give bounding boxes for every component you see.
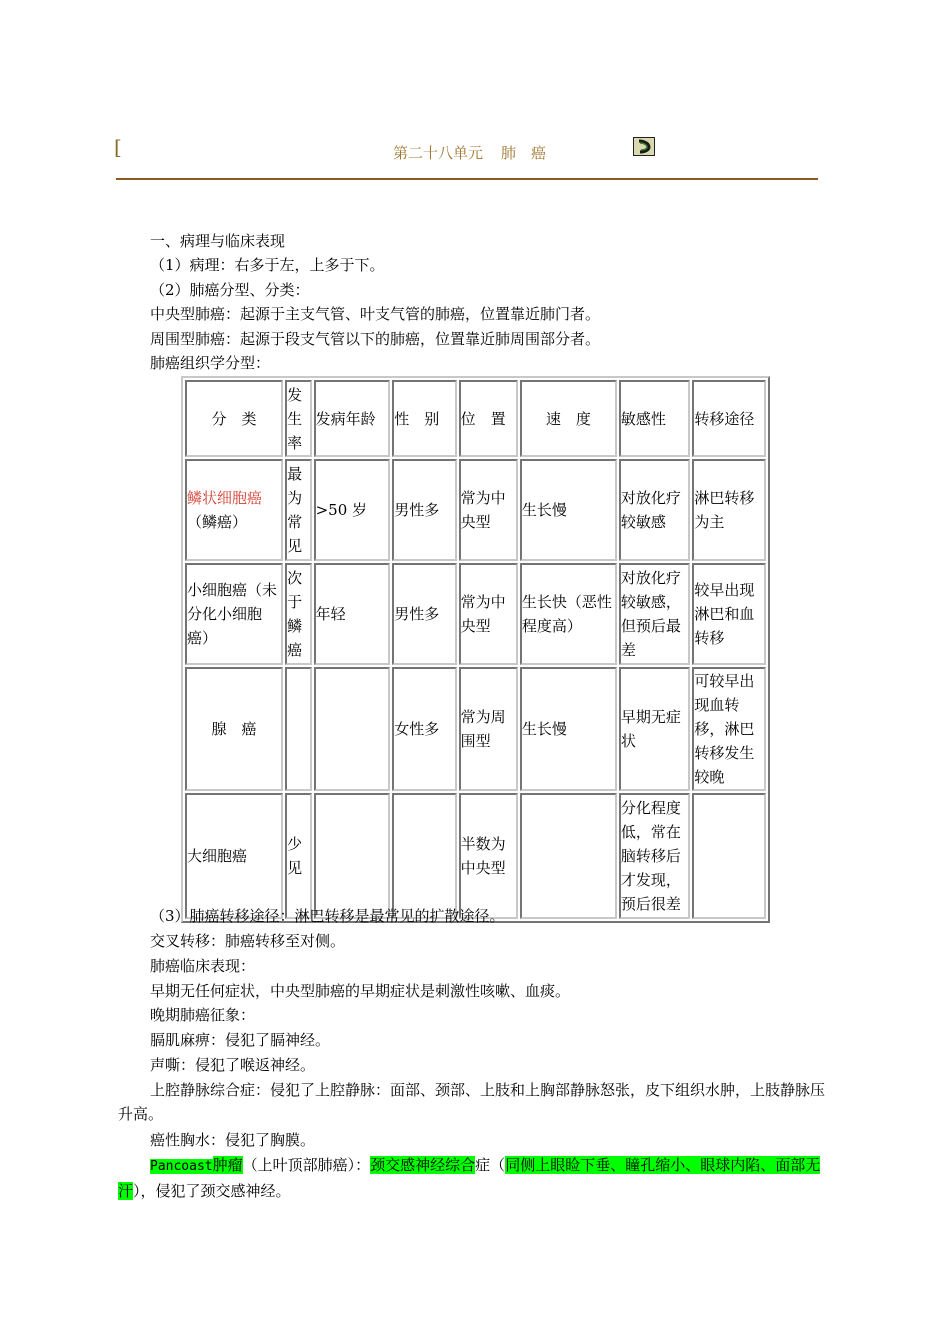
histology-heading: 肺癌组织学分型： (150, 354, 271, 372)
classification-text: （2）肺癌分型、分类： (150, 281, 310, 299)
type-main: 鳞状细胞癌 (187, 489, 263, 507)
location-cell: 常为中央型 (459, 459, 518, 561)
incidence-cell: 最为常见 (285, 459, 312, 561)
metastasis-cell: 较早出现淋巴和血转移 (692, 563, 766, 665)
location-cell: 常为周围型 (459, 667, 518, 791)
pleural-effusion-text: 癌性胸水：侵犯了胸膜。 (150, 1131, 316, 1149)
table-header-row (185, 380, 766, 457)
pancoast-term: Pancoast (150, 1159, 213, 1174)
type-sub: （鳞癌） (187, 513, 248, 531)
age-cell: >50 岁 (314, 459, 391, 561)
horner-signs: 同侧上眼睑下垂、瞳孔缩小、眼球内陷、面部无汗 (118, 1156, 821, 1200)
sex-cell: 男性多 (392, 459, 456, 561)
incidence-cell (285, 667, 312, 791)
metastasis-cell: 淋巴转移为主 (692, 459, 766, 561)
section-heading: 一、病理与临床表现 (150, 232, 286, 250)
horner-suffix: 症（ (475, 1156, 506, 1174)
next-page-icon[interactable] (633, 137, 655, 156)
pancoast-tumor: 肿瘤 (212, 1156, 243, 1174)
title-unit: 第二十八单元 (393, 144, 484, 162)
type-cell (185, 459, 283, 561)
sensitivity-cell: 分化程度低，常在脑转移后才发现，预后很差 (619, 793, 691, 919)
header-cell: 转移途径 (692, 380, 766, 457)
pancoast-text (118, 1153, 838, 1203)
metastasis-route-text: （3）肺癌转移途径：淋巴转移是最常见的扩散途径。 (150, 907, 505, 925)
header-cell: 发病年龄 (314, 380, 391, 457)
speed-cell: 生长快（恶性程度高） (520, 563, 617, 665)
clinical-heading: 肺癌临床表现： (150, 957, 256, 975)
metastasis-cell: 可较早出现血转移，淋巴转移发生较晚 (692, 667, 766, 791)
header-cell: 性 别 (392, 380, 456, 457)
pancoast-conclusion: ），侵犯了颈交感神经。 (133, 1182, 291, 1200)
speed-cell: 生长慢 (520, 667, 617, 791)
header-cell: 位 置 (459, 380, 518, 457)
type-cell: 大细胞癌 (185, 793, 283, 919)
header-divider (116, 178, 818, 180)
pathology-text: （1）病理：右多于左，上多于下。 (150, 256, 385, 274)
late-signs-heading: 晚期肺癌征象： (150, 1006, 256, 1024)
speed-cell: 生长慢 (520, 459, 617, 561)
horner-syndrome: 颈交感神经综合 (370, 1156, 476, 1174)
age-cell: 年轻 (314, 563, 391, 665)
location-cell: 半数为中央型 (459, 793, 518, 919)
table-row (185, 459, 766, 561)
header-cell: 敏感性 (619, 380, 691, 457)
diaphragm-paralysis-text: 膈肌麻痹：侵犯了膈神经。 (150, 1031, 331, 1049)
incidence-cell: 少见 (285, 793, 312, 919)
table-row (185, 563, 766, 665)
location-cell: 常为中央型 (459, 563, 518, 665)
table-row (185, 667, 766, 791)
central-type-text: 中央型肺癌：起源于主支气管、叶支气管的肺癌，位置靠近肺门者。 (150, 305, 601, 323)
early-symptoms-text: 早期无任何症状，中央型肺癌的早期症状是刺激性咳嗽、血痰。 (150, 982, 571, 1000)
title-topic: 肺 癌 (501, 144, 547, 162)
table-row (185, 793, 766, 919)
peripheral-type-text: 周围型肺癌：起源于段支气管以下的肺癌，位置靠近肺周围部分者。 (150, 330, 601, 348)
sex-cell (392, 793, 456, 919)
metastasis-cell (692, 793, 766, 919)
sensitivity-cell: 早期无症状 (619, 667, 691, 791)
header-cell: 发生率 (285, 380, 312, 457)
age-cell (314, 667, 391, 791)
type-cell: 腺 癌 (185, 667, 283, 791)
sex-cell: 男性多 (392, 563, 456, 665)
age-cell (314, 793, 391, 919)
type-cell: 小细胞癌（未分化小细胞癌） (185, 563, 283, 665)
sensitivity-cell: 对放化疗较敏感 (619, 459, 691, 561)
cross-metastasis-text: 交叉转移：肺癌转移至对侧。 (150, 932, 346, 950)
incidence-cell: 次于鳞癌 (285, 563, 312, 665)
header-cell: 速 度 (520, 380, 617, 457)
sensitivity-cell: 对放化疗较敏感，但预后最差 (619, 563, 691, 665)
speed-cell (520, 793, 617, 919)
left-bracket-mark: [ (114, 135, 122, 159)
page-title (393, 142, 546, 163)
sex-cell: 女性多 (392, 667, 456, 791)
svc-syndrome-text: 上腔静脉综合症：侵犯了上腔静脉：面部、颈部、上肢和上胸部静脉怒张，皮下组织水肿，上肢静脉压升高。 (118, 1081, 826, 1123)
header-cell: 分 类 (185, 380, 283, 457)
pancoast-location: （上叶顶部肺癌）： (242, 1156, 371, 1174)
hoarseness-text: 声嘶：侵犯了喉返神经。 (150, 1056, 316, 1074)
histology-table (181, 376, 770, 923)
